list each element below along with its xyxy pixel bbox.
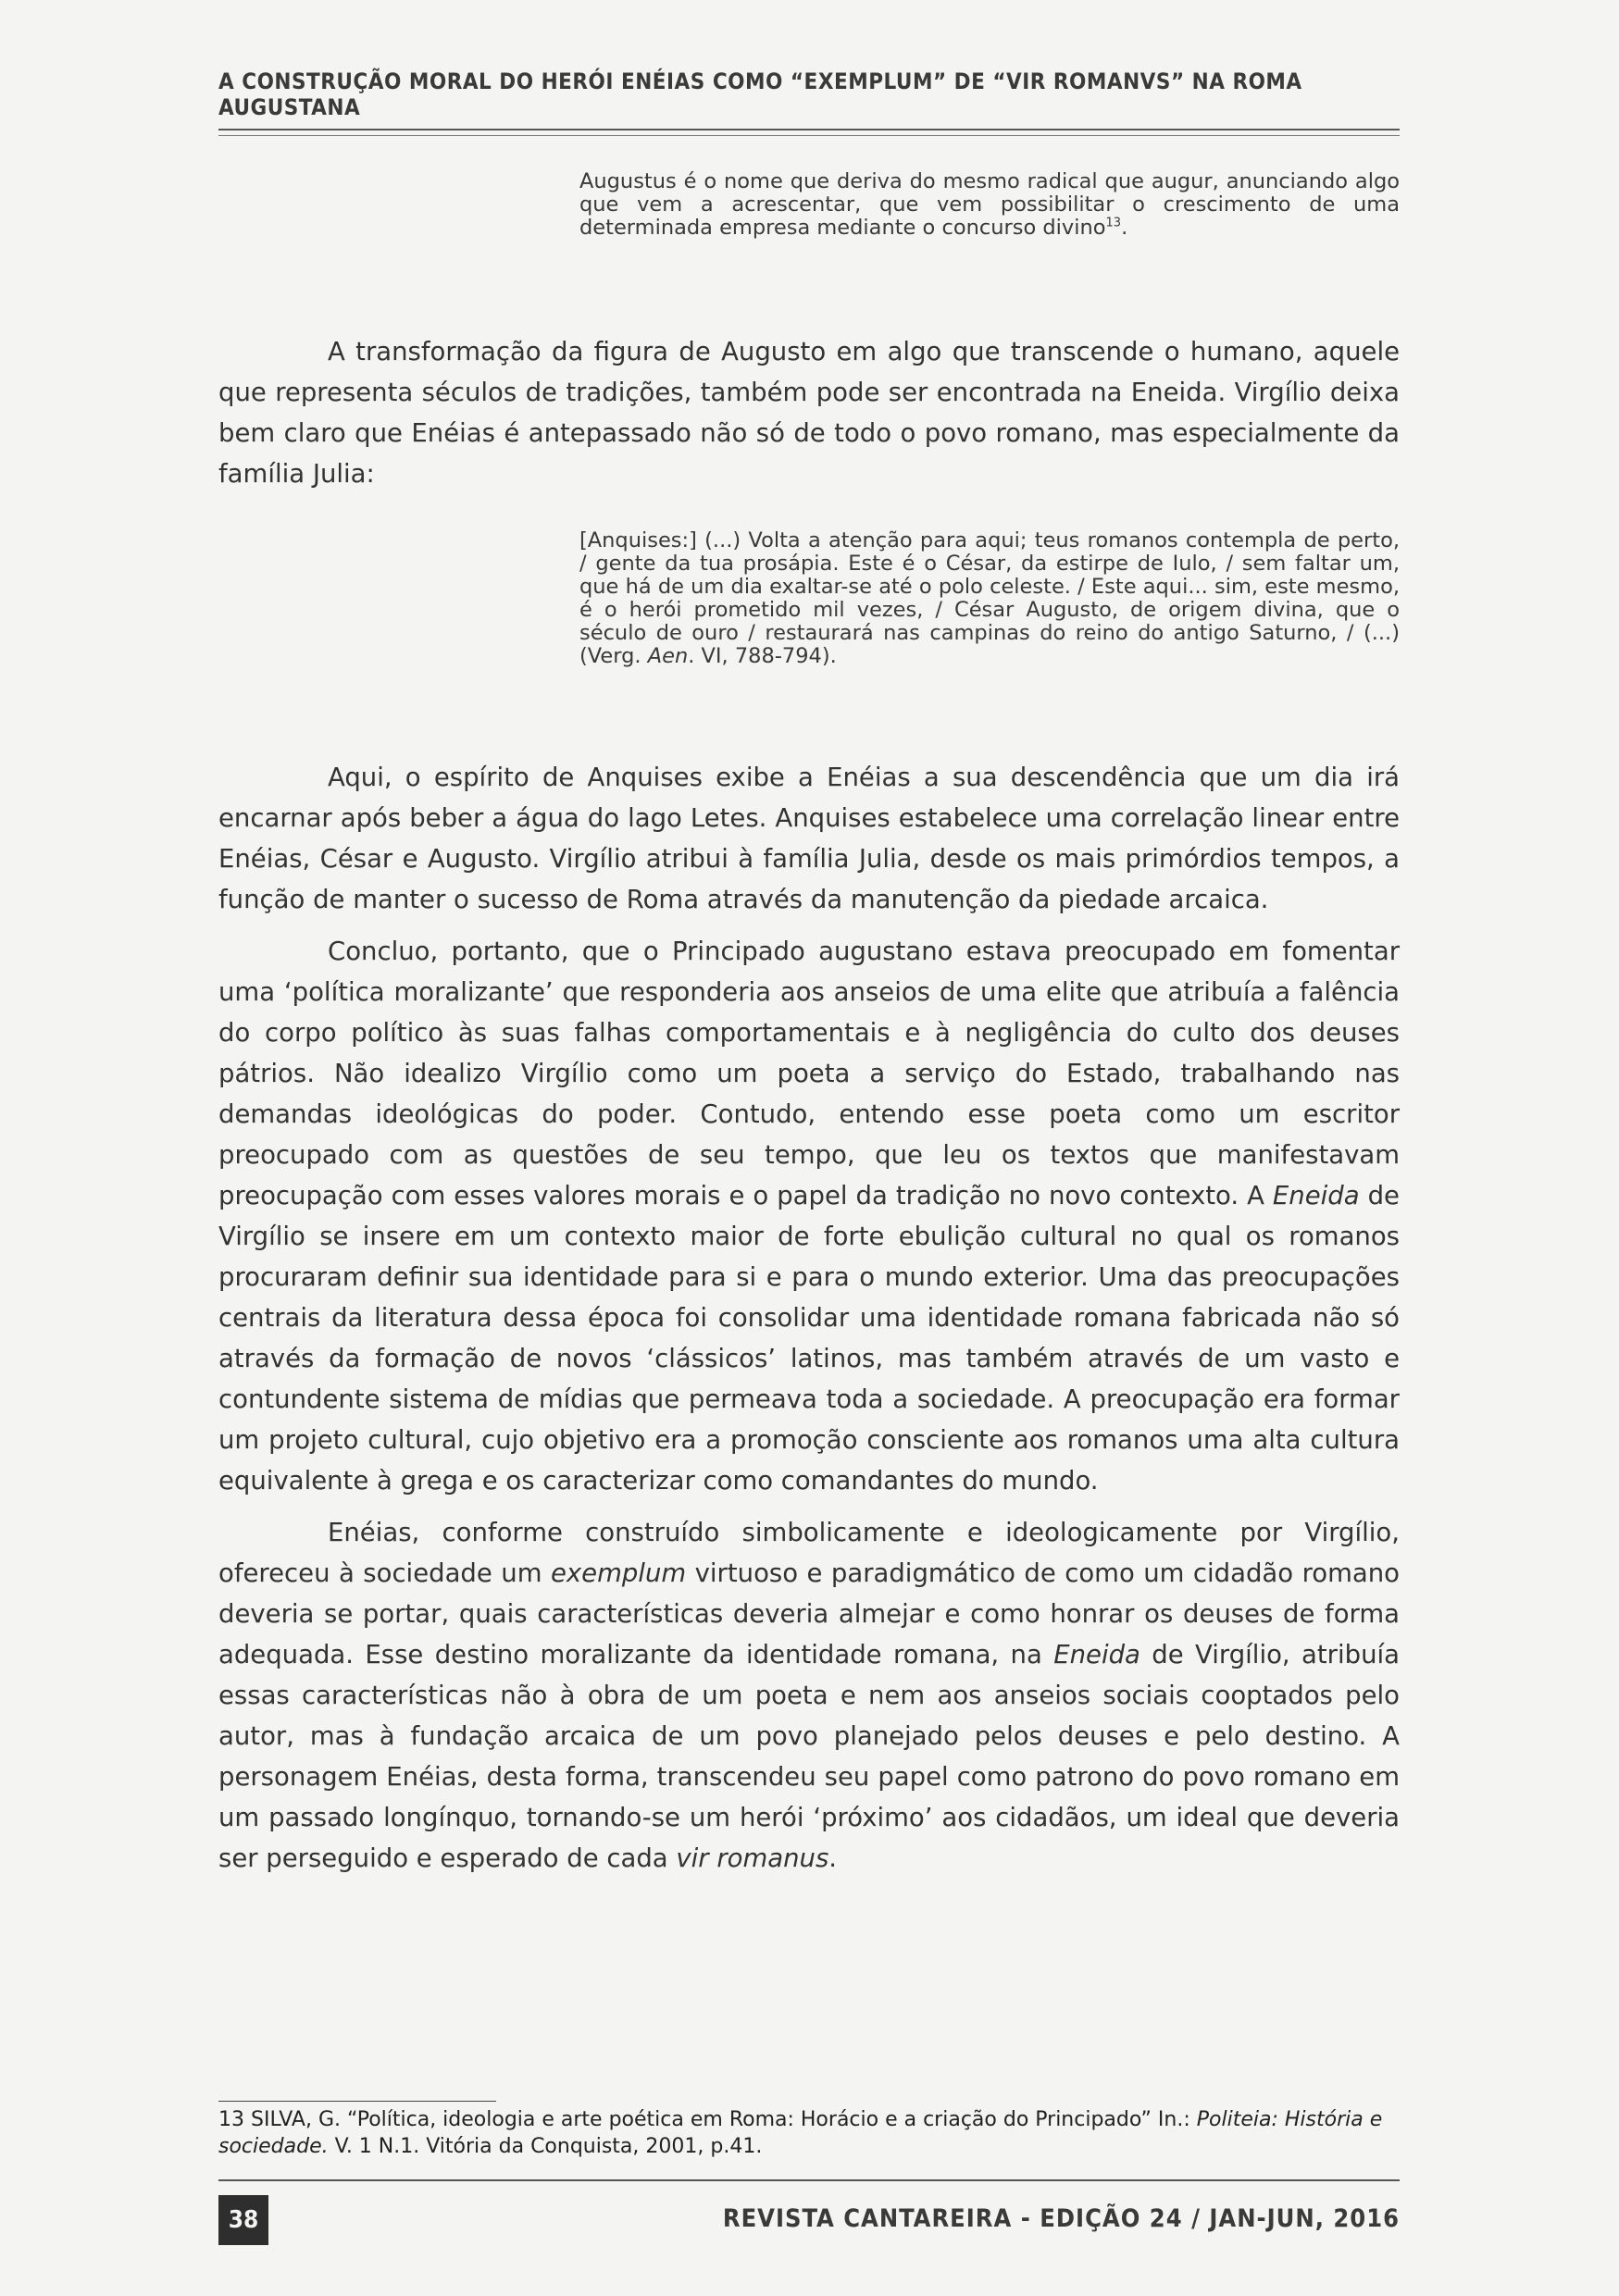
header-rule-thin [218, 135, 1400, 136]
quote-text: [Anquises:] (...) Volta a atenção para aqui; teus romanos contempla de perto, / gente da tua prosápia. Este é o César, da estirpe de Iulo, / sem faltar um, que há de um dia exaltar-se até o polo celeste. / Este aqui... sim, este mesmo, é o herói prometido mil vezes, / César Augusto, de origem divina, que o século de ouro / restaurará nas campinas do reino do antigo Saturno, / (...) (Verg. [579, 528, 1400, 668]
journal-title: REVISTA CANTAREIRA - EDIÇÃO 24 / JAN-JUN, 2016 [722, 2204, 1400, 2233]
quote-text: Augustus é o nome que deriva do mesmo radical que augur, anunciando algo que vem a acrescentar, que vem possibilitar o crescimento de uma determinada empresa mediante o concurso divino [579, 169, 1400, 240]
body-section-1 [218, 331, 1400, 505]
footnote-ref[interactable]: 13 [1105, 216, 1122, 230]
paragraph: Aqui, o espírito de Anquises exibe a Enéias a sua descendência que um dia irá encarnar após beber a água do lago Letes. Anquises estabelece uma correlação linear entre Enéias, César e Augusto. Virgílio atribui à família Julia, desde os mais primórdios tempos, a função de manter o sucesso de Roma através da manutenção da piedade arcaica. [218, 763, 1400, 914]
paragraph: Concluo, portanto, que o Principado augustano estava preocupado em fomentar uma ‘política moralizante’ que responderia aos anseios de uma elite que atribuía a falência do corpo político às suas falhas comportamentais e à negligência do culto dos deuses pátrios. Não idealizo Virgílio como um poeta a serviço do Estado, trabalhando nas demandas ideológicas do poder. Contudo, entendo esse poeta como um escritor preocupado com as questões de seu tempo, que leu os textos que manifestavam preocupação com esses valores morais e o papel da tradição no novo contexto. A Eneida de Virgílio se insere em um contexto maior de forte ebulição cultural no qual os romanos procuraram definir sua identidade para si e para o mundo exterior. Uma das preocupações centrais da literatura dessa época foi consolidar uma identidade romana fabricada não só através da formação de novos ‘clássicos’ latinos, mas também através de um vasto e contundente sistema de mídias que permeava toda a sociedade. A preocupação era formar um projeto cultural, cujo objetivo era a promoção consciente aos romanos uma alta cultura equivalente à grega e os caracterizar como comandantes do mundo. [218, 937, 1400, 1496]
block-quote-augustus: Augustus é o nome que deriva do mesmo radical que augur, anunciando algo que vem a acrescentar, que vem possibilitar o crescimento de uma determinada empresa mediante o concurso divino$^{13}$. [579, 169, 1400, 240]
running-header: A CONSTRUÇÃO MORAL DO HERÓI ENÉIAS COMO “EXEMPLUM” DE “VIR ROMANVS” NA ROMA AUGUSTANA [218, 68, 1302, 120]
block-quote-aeneid: [Anquises:] (...) Volta a atenção para aqui; teus romanos contempla de perto, / gente da tua prosápia. Este é o César, da estirpe de Iulo, / sem faltar um, que há de um dia exaltar-se até o polo celeste. / Este aqui... sim, este mesmo, é o herói prometido mil vezes, / César Augusto, de origem divina, que o século de ouro / restaurará nas campinas do reino do antigo Saturno, / (...) (Verg. Aen. VI, 788-794). [579, 528, 1400, 668]
footnote-rule [218, 2101, 496, 2102]
quote-work-title: Aen [647, 644, 689, 668]
paragraph: Enéias, conforme construído simbolicamente e ideologicamente por Virgílio, ofereceu à sociedade um exemplum virtuoso e paradigmático de como um cidadão romano deveria se portar, quais características deveria almejar e como honrar os deuses de forma adequada. Esse destino moralizante da identidade romana, na Eneida de Virgílio, atribuía essas características não à obra de um poeta e nem aos anseios sociais cooptados pelo autor, mas à fundação arcaica de um povo planejado pelos deuses e pelo destino. A personagem Enéias, desta forma, transcendeu seu papel como patrono do povo romano em um passado longínquo, tornando-se um herói ‘próximo’ aos cidadãos, um ideal que deveria ser perseguido e esperado de cada vir romanus. [218, 1518, 1400, 1873]
header-rule [218, 129, 1400, 130]
footnote: 13 SILVA, G. “Política, ideologia e arte poética em Roma: Horácio e a criação do Principado” In.: Politeia: História e sociedade. V. 1 N.1. Vitória da Conquista, 2001, p.41. [218, 2108, 1383, 2158]
body-section-2 [218, 757, 1400, 1890]
footer-rule [218, 2179, 1400, 2181]
paragraph: A transformação da figura de Augusto em algo que transcende o humano, aquele que representa séculos de tradições, também pode ser encontrada na Eneida. Virgílio deixa bem claro que Enéias é antepassado não só de todo o povo romano, mas especialmente da família Julia: [218, 337, 1400, 489]
page-number: 38 [218, 2195, 268, 2245]
